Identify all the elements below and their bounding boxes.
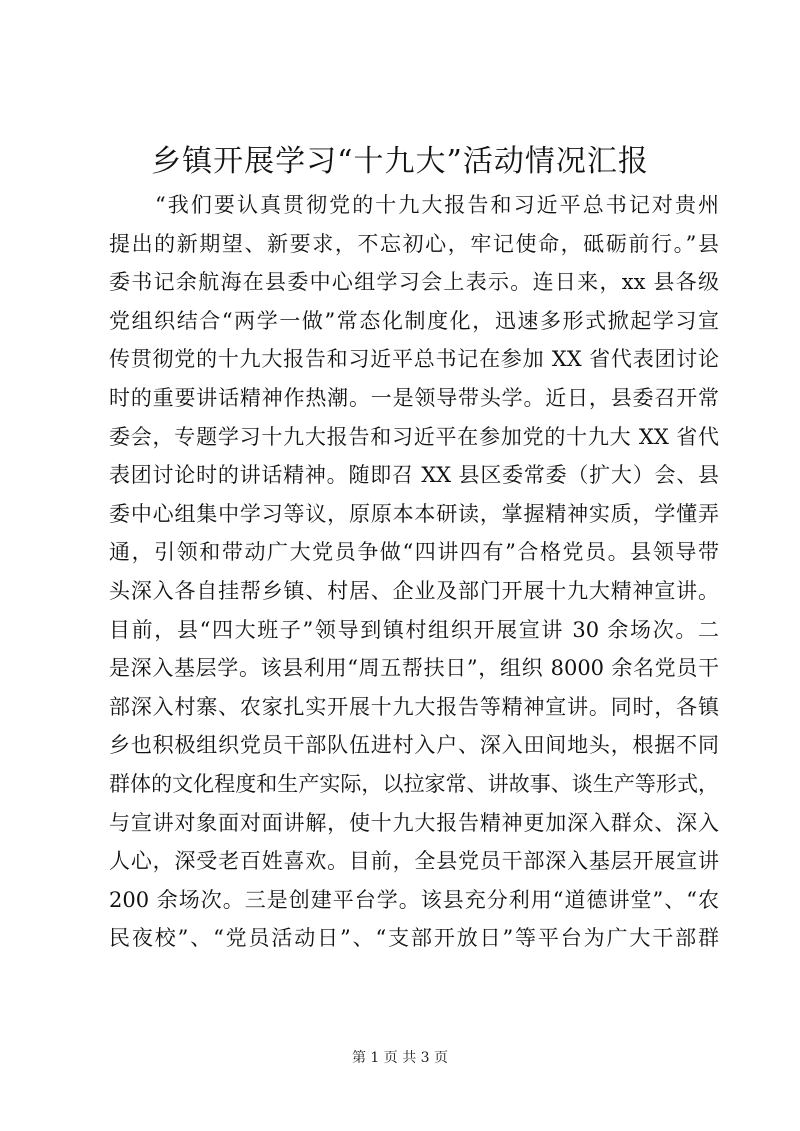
body-line: 与宣讲对象面对面讲解，使十九大报告精神更加深入群众、深入 (109, 810, 719, 835)
body-line: 200 余场次。三是创建平台学。该县充分利用“道德讲堂”、“农 (109, 887, 719, 912)
body-line: 提出的新期望、新要求，不忘初心，牢记使命，砥砺前行。”县 (109, 231, 719, 256)
body-line: 目前，县“四大班子”领导到镇村组织开展宣讲 30 余场次。二 (109, 617, 719, 642)
body-line: 委书记余航海在县委中心组学习会上表示。连日来，xx 县各级 (109, 270, 719, 295)
body-line: 群体的文化程度和生产实际，以拉家常、讲故事、谈生产等形式， (109, 771, 719, 796)
body-line: 时的重要讲话精神作热潮。一是领导带头学。近日，县委召开常 (109, 385, 719, 410)
body-line: 人心，深受老百姓喜欢。目前，全县党员干部深入基层开展宣讲 (109, 849, 719, 874)
body-line: 通，引领和带动广大党员争做“四讲四有”合格党员。县领导带 (109, 540, 719, 565)
body-line: 传贯彻党的十九大报告和习近平总书记在参加 XX 省代表团讨论 (109, 347, 719, 372)
body-line: 委会，专题学习十九大报告和习近平在参加党的十九大 XX 省代 (109, 424, 719, 449)
body-line: 乡也积极组织党员干部队伍进村入户、深入田间地头，根据不同 (109, 733, 719, 758)
body-line: 民夜校”、“党员活动日”、“支部开放日”等平台为广大干部群 (109, 926, 719, 951)
body-line: 党组织结合“两学一做”常态化制度化，迅速多形式掀起学习宣 (109, 308, 719, 333)
body-line: “我们要认真贯彻党的十九大报告和习近平总书记对贵州 (155, 193, 719, 217)
body-line: 表团讨论时的讲话精神。随即召 XX 县区委常委（扩大）会、县 (109, 463, 719, 488)
page-footer: 第 1 页 共 3 页 (351, 1050, 449, 1066)
body-line: 部深入村寨、农家扎实开展十九大报告等精神宣讲。同时，各镇 (109, 694, 719, 719)
document-body (109, 186, 719, 958)
body-line: 头深入各自挂帮乡镇、村居、企业及部门开展十九大精神宣讲。 (109, 578, 719, 603)
body-line: 委中心组集中学习等议，原原本本研读，掌握精神实质，学懂弄 (109, 501, 719, 526)
document-title: 乡镇开展学习“十九大”活动情况汇报 (151, 144, 649, 179)
body-line: 是深入基层学。该县利用“周五帮扶日”，组织 8000 余名党员干 (109, 656, 719, 681)
